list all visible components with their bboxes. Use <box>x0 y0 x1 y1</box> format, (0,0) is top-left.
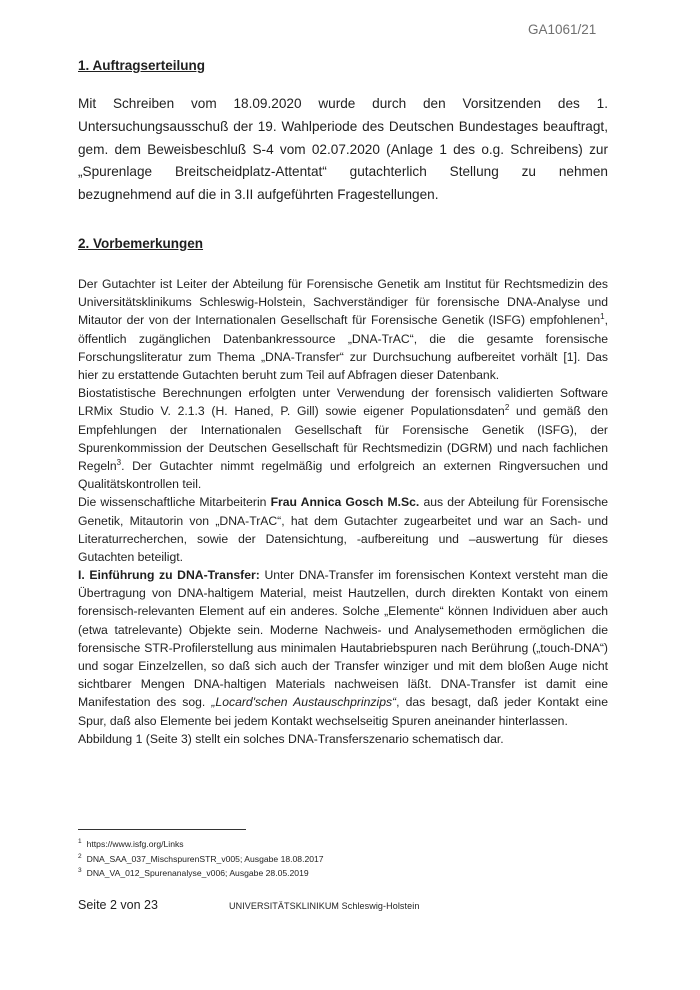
footnote-ref-1: 1 <box>600 312 605 322</box>
document-id: GA1061/21 <box>528 22 597 37</box>
page-number: Seite 2 von 23 <box>78 898 158 912</box>
section-heading-vorbemerkungen: 2. Vorbemerkungen <box>78 236 204 251</box>
footnote-ref-3: 3 <box>116 457 122 467</box>
section-heading-auftragserteilung: 1. Auftragserteilung <box>78 58 206 73</box>
paragraph-dna-transfer: I. Einführung zu DNA-Transfer: Unter DNA-Transfer im forensischen Kontext versteht man die Übertragung von DNA-haltigem Material, meist Hautzellen, durch direkten Kontakt von einem forensisch-relevanten Element auf ein anderes. Solche „Elemente“ können Individuen aber auch (etwa tatrelevante) Objekte sein. Moderne Nachweis- und Analysemethoden ermöglichen die forensische STR-Profilerstellung aus minimalen Hautabriebspuren nach Berührung („touch-DNA“) und sogar Einzelzellen, so daß sich auch der Transfer winziger und mit dem bloßen Auge nicht sichtbarer Mengen DNA-haltigen Materials nachweisen läßt. DNA-Transfer ist damit eine Manifestation des sog. „Locard'schen Austauschprinzips“, das besagt, daß jeder Kontakt eine Spur, daß also Elemente bei jedem Kontakt wechselseitig Spuren aneinander hinterlassen. Abbildung 1 (Seite 3) stellt ein solches DNA-Transferszenario schematisch dar. <box>78 568 608 746</box>
paragraph-vorbemerkungen: Der Gutachter ist Leiter der Abteilung für Forensische Genetik am Institut für Rechtsmedizin des Universitätsklinikums Schleswig-Holstein, Sachverständiger für forensische DNA-Analyse und Mitautor der von der Internationalen Gesellschaft für Forensische Genetik (ISFG) empfohlenen$^1$, öffentlich zugänglichen Datenbankressource „DNA-TrAC“, die die gesamte forensische Forschungsliteratur zum Thema „DNA-Transfer“ zur Durchsuchung aufbereitet vorhält [1]. Das hier zu erstattende Gutachten beruht zum Teil auf Abfragen dieser Datenbank. Biostatistische Berechnungen erfolgten unter Verwendung der forensisch validierten Software LRMix Studio V. 2.1.3 (H. Haned, P. Gill) sowie eigener Populationsdaten$^2$ und gemäß den Empfehlungen der Internationalen Gesellschaft für Forensische Genetik (ISFG), der Spurenkommission der Deutschen Gesellschaft für Rechtsmedizin (DGRM) und nach fachlichen Regeln$^3$. Der Gutachter nimmt regelmäßig und erfolgreich an externen Ringversuchen und Qualitätskontrollen teil. Die wissenschaftliche Mitarbeiterin Frau Annica Gosch M.Sc. aus der Abteilung für Forensische Genetik, Mitautorin von „DNA-TrAC“, hat dem Gutachter zugearbeitet und war an Sach- und Literaturrecherchen, sowie der Datensichtung, -aufbereitung und –auswertung für dieses Gutachten beteiligt. <box>78 277 608 565</box>
footnote-1: $^1$ https://www.isfg.org/Links <box>78 838 184 849</box>
footnote-3: $^3$ DNA_VA_012_Spurenanalyse_v006; Ausgabe 28.05.2019 <box>78 867 309 878</box>
institution-name: UNIVERSITÄTSKLINIKUM Schleswig-Holstein <box>229 901 420 911</box>
author-name: Frau Annica Gosch M.Sc. <box>270 495 420 510</box>
locard-principle: „Locard'schen Austauschprinzips“ <box>211 695 397 710</box>
footnote-2: $^2$ DNA_SAA_037_MischspurenSTR_v005; Ausgabe 18.08.2017 <box>78 853 324 864</box>
footnote-divider <box>78 829 246 830</box>
paragraph-auftragserteilung: Mit Schreiben vom 18.09.2020 wurde durch den Vorsitzenden des 1. Untersuchungsausschuß der 19. Wahlperiode des Deutschen Bundestages beauftragt, gem. dem Beweisbeschluß S-4 vom 02.07.2020 (Anlage 1 des o.g. Schreibens) zur „Spurenlage Breitscheidplatz-Attentat“ gutachterlich Stellung zu nehmen bezugnehmend auf die in 3.II aufgeführten Fragestellungen. <box>78 96 608 203</box>
section-heading-dna-transfer: I. Einführung zu DNA-Transfer: <box>78 568 260 582</box>
footnote-ref-2: 2 <box>504 403 510 413</box>
